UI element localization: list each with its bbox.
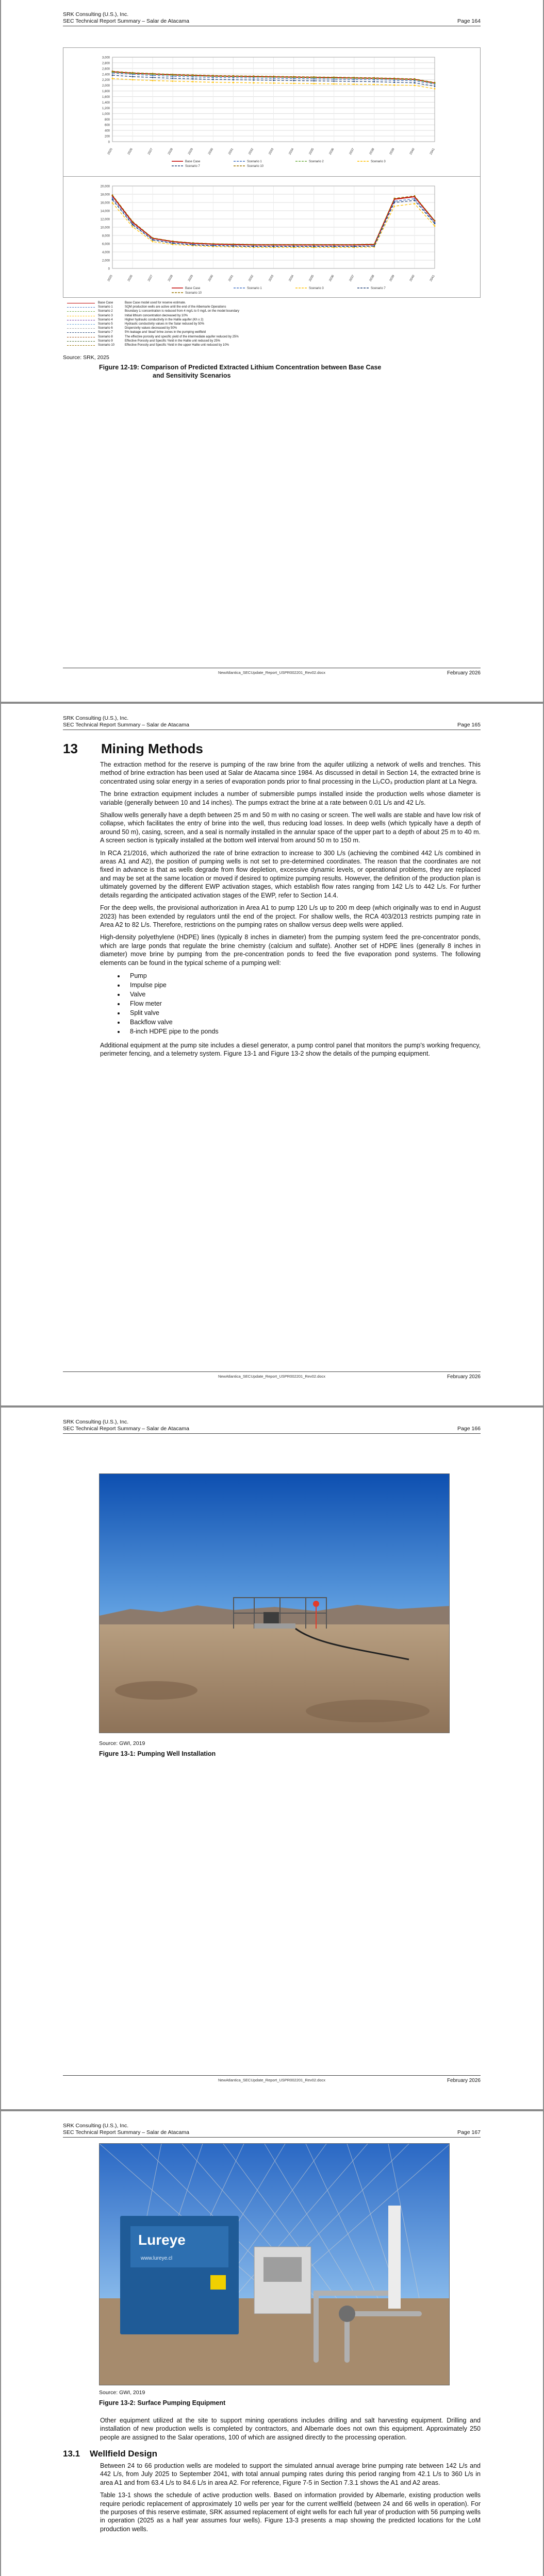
y-tick-label: 2,000 [102, 84, 110, 88]
data-point [414, 203, 416, 205]
data-point [414, 82, 416, 83]
section-heading [63, 741, 203, 757]
legend-scenario-desc: Initial lithium concentration decreased by 10% [125, 314, 188, 317]
legend-label: Scenario 3 [371, 160, 386, 163]
data-point [253, 246, 254, 247]
data-point [434, 82, 436, 83]
data-point [293, 80, 294, 81]
data-point [233, 79, 234, 80]
legend-scenario-desc: Boundary Li concentration is reduced from 4 mg/L to 0 mg/L on the model boundary [125, 310, 240, 313]
data-point [373, 77, 375, 79]
legend-row [67, 339, 481, 343]
data-point [253, 75, 254, 77]
paragraph: In RCA 21/2016, which authorized the rate of brine extraction to increase to 300 L/s (achieving the combined 442 L/s combined in areas A1 and A2), the position of pumping wells is not set to pre-determined coordinates. The reason that the coordinates are not fixed in advance is that as wells degrade from flow depletion, excessive dynamic levels, or operational problems, they are replaced and may be set at the same location or moved if desired to optimize pumping results. However, the definition of the production plan is ultimately governed by the different EWP activation stages, which establish flow rates ranging from 142 L/s to 442 L/s. For further details regarding the anticipated activation stages of the EWP, refer to Section 14.4. [100, 849, 481, 899]
legend-label: Scenario 3 [309, 287, 324, 290]
legend-label: Scenario 10 [185, 292, 202, 295]
x-tick-label: 2040 [409, 275, 416, 282]
legend-scenario-name: Scenario 9 [98, 339, 113, 343]
data-point [313, 76, 315, 78]
data-point [132, 221, 134, 222]
x-tick-label: 2034 [288, 148, 295, 156]
data-point [273, 82, 274, 84]
legend-scenario-name: Scenario 4 [98, 318, 113, 321]
x-tick-label: 2027 [147, 148, 154, 156]
paragraph: Between 24 to 66 production wells are modeled to support the simulated annual average brine pumping rate between 142 L/s and 442 L/s, from July 2025 to September 2041, with total annual pumping rates during this period ranging from 42.1 L/s to 360 L/s in area A1 and from 63.4 L/s to 84.6 L/s in area A2. For reference, Figure 7-5 in Section 7.3.1 shows the A1 and A2 areas. [100, 2462, 481, 2486]
data-point [293, 246, 294, 247]
legend-scenario-name: Scenario 1 [98, 306, 113, 309]
legend-row [67, 330, 481, 334]
x-tick-label: 2031 [228, 148, 235, 156]
page-164 [1, 0, 543, 702]
legend-label: Base Case [185, 287, 201, 290]
company-name: SRK Consulting (U.S.), Inc. [63, 11, 129, 18]
legend-scenario-desc: The effective porosity and specific yield of the intermediate aquifer reduced by 25% [125, 335, 239, 338]
legend-row [67, 326, 481, 330]
page-167 [1, 2111, 543, 2576]
report-title: SEC Technical Report Summary – Salar de Atacama [63, 2129, 189, 2136]
data-point [393, 81, 395, 83]
x-tick-label: 2040 [409, 148, 416, 156]
legend-label: Base Case [185, 160, 201, 163]
list-item: • Impulse pipe [125, 980, 481, 990]
x-tick-label: 2025 [107, 275, 113, 282]
legend-scenario-name: Scenario 2 [98, 310, 113, 313]
legend-scenario-name: Scenario 3 [98, 314, 113, 317]
x-tick-label: 2029 [188, 148, 194, 156]
x-tick-label: 2031 [228, 275, 235, 282]
footer-date: February 2026 [447, 1374, 481, 1380]
legend-row [67, 318, 481, 322]
data-point [414, 84, 416, 86]
legend-line-swatch [67, 330, 98, 334]
x-tick-label: 2029 [188, 275, 194, 282]
data-point [293, 244, 294, 245]
data-point [172, 241, 174, 242]
figure-caption: Figure 13-2: Surface Pumping Equipment [99, 2399, 226, 2406]
data-point [434, 86, 436, 87]
data-point [333, 80, 335, 82]
page-header [63, 715, 481, 728]
y-tick-label: 2,600 [102, 67, 110, 71]
legend-scenario-desc: Higher hydraulic conductivity in the Halite aquifer (Kh x 2) [125, 318, 204, 321]
data-point [414, 200, 416, 201]
figure-caption [99, 363, 460, 380]
x-tick-label: 2038 [369, 275, 375, 282]
section-title: Mining Methods [101, 741, 203, 756]
data-point [253, 82, 254, 83]
data-point [313, 83, 315, 84]
mass-chart [63, 177, 480, 300]
data-point [293, 82, 294, 84]
data-point [273, 244, 274, 245]
legend-scenario-desc: Dispersivity values decreased by 50% [125, 327, 177, 330]
data-point [353, 83, 355, 85]
section-number: 13 [63, 741, 78, 756]
legend-row [67, 309, 481, 313]
figure-caption: Figure 13-1: Pumping Well Installation [99, 1750, 216, 1757]
legend-line-swatch [67, 314, 98, 318]
page-header [63, 11, 481, 25]
data-point [172, 243, 174, 244]
data-point [253, 79, 254, 81]
figure-source: Source: SRK, 2025 [63, 354, 109, 361]
data-point [393, 202, 395, 204]
list-item: • Valve [125, 990, 481, 999]
y-tick-label: 10,000 [100, 226, 110, 230]
figure-source: Source: GWI, 2019 [99, 2389, 145, 2396]
data-point [152, 239, 154, 241]
y-tick-label: 800 [104, 118, 110, 122]
data-point [192, 74, 194, 76]
data-point [152, 80, 154, 81]
data-point [233, 245, 234, 247]
data-point [353, 244, 355, 245]
data-point [233, 243, 234, 245]
lureye-url-text: www.lureye.cl [141, 2256, 173, 2261]
data-point [172, 78, 174, 79]
data-point [393, 198, 395, 199]
data-point [393, 200, 395, 202]
data-point [313, 80, 315, 82]
y-tick-label: 200 [104, 135, 110, 139]
data-point [414, 198, 416, 199]
y-tick-label: 2,200 [102, 79, 110, 82]
data-point [373, 243, 375, 245]
surface-equipment-photo [99, 2143, 450, 2385]
x-tick-label: 2036 [328, 148, 335, 156]
page-footer [63, 668, 481, 675]
legend-scenario-name: Base Case [98, 301, 113, 304]
subsection-number: 13.1 [63, 2449, 80, 2459]
legend-line-swatch [67, 335, 98, 339]
x-tick-label: 2026 [127, 275, 134, 282]
report-title: SEC Technical Report Summary – Salar de Atacama [63, 18, 189, 24]
y-tick-label: 6,000 [102, 243, 110, 246]
legend-row [67, 314, 481, 318]
paragraph: Table 13-1 shows the schedule of active production wells. Based on information provided by Albemarle, existing production wells require periodic replacement of approximately 10 wells per year for the current wellfield (between 24 and 66 wells in operation). For the purposes of this reserve estimate, SRK assumed replacement of eight wells for each full year of production with 56 pumping wells in operation (2025 as a half year assumes four wells). Figure 13-3 presents a map showing the predicted locations for the LoM production wells. [100, 2492, 481, 2533]
data-point [132, 226, 134, 228]
paragraph: Shallow wells generally have a depth between 25 m and 50 m with no casing or screen. The well walls are stable and have low risk of collapse, which facilitates the entry of brine into the well, thus reducing load losses. In deep wells (which typically have a depth of around 50 m), casing, screen, and a seal is normally installed in the annular space of the upper part to a depth of about 25 m to 40 m. A screen section is typically installed at the bottom well interval from around 50 m to 150 m. [100, 811, 481, 844]
data-point [393, 78, 395, 79]
x-tick-label: 2041 [429, 275, 436, 282]
company-name: SRK Consulting (U.S.), Inc. [63, 2123, 129, 2129]
header-divider [63, 1433, 481, 1434]
x-tick-label: 2033 [268, 148, 275, 156]
y-tick-label: 400 [104, 129, 110, 133]
y-tick-label: 1,200 [102, 107, 110, 110]
report-title: SEC Technical Report Summary – Salar de Atacama [63, 1426, 189, 1432]
page-number: Page 167 [457, 2129, 481, 2136]
data-point [192, 242, 194, 244]
data-point [212, 245, 214, 247]
data-point [313, 244, 315, 245]
data-point [373, 84, 375, 86]
data-point [393, 84, 395, 86]
legend-scenario-desc: Effective Porosity and Specific Yield in the Halite unit reduced by 25% [125, 339, 220, 343]
paragraph: For the deep wells, the provisional authorization in Area A1 to pump 120 L/s up to 200 m deep (which originally was to end in August 2023) has been extended by regulators until the end of the project. For shallow wells, the RCA 403/2013 restricts pumping rate in Area A2 to 82 L/s. Therefore, restrictions on the pumping rates on shallow versus deep wells were applied. [100, 904, 481, 928]
company-name: SRK Consulting (U.S.), Inc. [63, 1419, 129, 1425]
subsection-body [100, 2462, 481, 2537]
paragraph: The extraction method for the reserve is pumping of the raw brine from the aquifer utilizing a network of wells and trenches. This method of brine extraction has been used at Salar de Atacama since 1984. As discussed in detail in Section 14, the extracted brine is concentrated using solar energy in a series of evaporation ponds prior to final processing in the Li₂CO₃ production plant at La Negra. [100, 761, 481, 785]
x-tick-label: 2036 [328, 275, 335, 282]
y-tick-label: 8,000 [102, 234, 110, 238]
page-header [63, 2123, 481, 2136]
data-point [112, 78, 113, 79]
data-point [172, 80, 174, 82]
data-point [112, 199, 113, 200]
paragraph: The brine extraction equipment includes a number of submersible pumps installed inside the production wells whose diameter is variable (generally between 10 and 14 inches). The pumps extract the brine at a rate between 0.01 L/s and 42 L/s. [100, 790, 481, 806]
data-point [172, 244, 174, 245]
legend-line-swatch [67, 326, 98, 330]
paragraph: Other equipment utilized at the site to support mining operations includes drilling and salt harvesting equipment. Drilling and installation of new production wells is completed by contractors, and Albemarle does not own this equipment. Approximately 250 people are assigned to the Salar operations, 100 of which are assigned directly to the processing operation. [100, 2417, 481, 2441]
legend-label: Scenario 1 [247, 160, 262, 163]
data-point [132, 72, 134, 74]
data-point [152, 241, 154, 243]
data-point [152, 237, 154, 239]
x-tick-label: 2025 [107, 148, 113, 156]
data-point [333, 246, 335, 247]
list-item: • 8-inch HDPE pipe to the ponds [125, 1027, 481, 1036]
data-point [212, 243, 214, 245]
data-point [273, 79, 274, 81]
legend-row [67, 343, 481, 347]
lithium-concentration-chart-frame [63, 47, 481, 298]
paragraph: High-density polyethylene (HDPE) lines (typically 8 inches in diameter) from the pumping system feed the pre-concentrator ponds, which are large ponds that regulate the brine chemistry (calcium and sulfate). Another set of HDPE lines (generally 8 inches in diameter) move brine by pumping from the pre-concentration ponds to feed the five evaporation pond systems. The following elements can be found in the typical scheme of a pumping well: [100, 934, 481, 967]
legend-line-swatch [67, 339, 98, 343]
data-point [373, 81, 375, 82]
data-point [333, 244, 335, 245]
data-point [434, 223, 436, 224]
legend-scenario-desc: SQM production wells are active until the end of the Albemarle Operations [125, 306, 226, 309]
data-point [152, 77, 154, 78]
data-point [112, 194, 113, 196]
y-tick-label: 1,600 [102, 96, 110, 99]
footer-date: February 2026 [447, 670, 481, 676]
x-tick-label: 2032 [248, 275, 255, 282]
data-point [233, 75, 234, 77]
subsection-heading [63, 2449, 157, 2459]
data-point [172, 74, 174, 75]
y-tick-label: 2,000 [102, 259, 110, 263]
page-header [63, 1419, 481, 1432]
legend-line-swatch [67, 305, 98, 309]
x-tick-label: 2035 [308, 275, 315, 282]
data-point [132, 79, 134, 80]
data-point [393, 206, 395, 207]
data-point [313, 246, 315, 247]
footer-filename: NewAtlantica_SECUpdate_Report_USPR002201_Rev02.docx [218, 670, 326, 675]
company-name: SRK Consulting (U.S.), Inc. [63, 715, 129, 721]
y-tick-label: 600 [104, 124, 110, 127]
data-point [112, 71, 113, 72]
data-point [273, 246, 274, 247]
footer-filename: NewAtlantica_SECUpdate_Report_USPR002201_Rev02.docx [218, 2078, 326, 2082]
legend-label: Scenario 7 [185, 165, 200, 168]
x-tick-label: 2037 [349, 148, 355, 156]
data-point [353, 77, 355, 78]
data-point [333, 83, 335, 85]
list-item: • Pump [125, 971, 481, 980]
x-tick-label: 2030 [208, 275, 215, 282]
section-body [100, 760, 481, 1062]
data-point [233, 82, 234, 83]
data-point [373, 245, 375, 247]
data-point [333, 76, 335, 78]
y-tick-label: 20,000 [100, 185, 110, 189]
legend-scenario-name: Scenario 5 [98, 323, 113, 326]
legend-label: Scenario 2 [309, 160, 324, 163]
x-tick-label: 2032 [248, 148, 255, 156]
concentration-chart [63, 48, 480, 174]
x-tick-label: 2037 [349, 275, 355, 282]
x-tick-label: 2035 [308, 148, 315, 156]
y-tick-label: 1,800 [102, 90, 110, 94]
data-point [152, 73, 154, 74]
pumping-well-image [100, 1474, 450, 1733]
data-point [112, 197, 113, 199]
legend-line-swatch [67, 318, 98, 322]
page-166 [1, 1408, 543, 2109]
legend-line-swatch [67, 322, 98, 326]
legend-label: Scenario 7 [371, 287, 386, 290]
data-point [212, 81, 214, 83]
legend-scenario-name: Scenario 6 [98, 327, 113, 330]
page-number: Page 166 [457, 1426, 481, 1432]
page-footer [63, 1371, 481, 1379]
y-tick-label: 0 [108, 141, 110, 144]
data-point [434, 220, 436, 222]
legend-scenario-desc: 5% leakage and 'dead' brine zones in the pumping wellfield [125, 331, 206, 334]
page-number: Page 164 [457, 18, 481, 24]
x-tick-label: 2033 [268, 275, 275, 282]
surface-equipment-image [100, 2144, 450, 2385]
report-title: SEC Technical Report Summary – Salar de Atacama [63, 722, 189, 728]
x-tick-label: 2028 [168, 148, 174, 156]
lureye-logo-text: Lureye [138, 2232, 186, 2248]
legend-row [67, 301, 481, 305]
legend-scenario-desc: Base Case model used for reserve estimate. [125, 301, 186, 304]
data-point [434, 88, 436, 90]
data-point [112, 202, 113, 204]
legend-row [67, 322, 481, 326]
x-tick-label: 2028 [168, 275, 174, 282]
data-point [353, 81, 355, 82]
y-tick-label: 12,000 [100, 218, 110, 222]
legend-scenario-desc: Effective Porosity and Specific Yield in the upper Halite unit reduced by 10% [125, 344, 229, 347]
data-point [293, 76, 294, 77]
x-tick-label: 2038 [369, 148, 375, 156]
legend-row [67, 305, 481, 309]
y-tick-label: 14,000 [100, 210, 110, 213]
data-point [353, 246, 355, 247]
y-tick-label: 3,000 [102, 56, 110, 60]
subsection-title: Wellfield Design [90, 2449, 157, 2459]
pumping-well-photo [99, 1473, 450, 1733]
x-tick-label: 2039 [389, 275, 395, 282]
y-tick-label: 2,800 [102, 62, 110, 65]
y-tick-label: 1,000 [102, 112, 110, 116]
scenario-legend [63, 299, 481, 350]
caption-line-1: Figure 12-19: Comparison of Predicted Extracted Lithium Concentration between Base Case [99, 364, 382, 371]
list-item: • Split valve [125, 1008, 481, 1018]
caption-line-2: and Sensitivity Scenarios [153, 372, 231, 379]
legend-label: Scenario 1 [247, 287, 262, 290]
page-number: Page 165 [457, 722, 481, 728]
data-point [414, 78, 416, 80]
data-point [273, 76, 274, 77]
data-point [112, 75, 113, 76]
figure-source: Source: GWI, 2019 [99, 1740, 145, 1747]
legend-scenario-name: Scenario 7 [98, 331, 113, 334]
legend-scenario-desc: Hydraulic conductivity values in the Salar reduced by 50% [125, 323, 205, 326]
legend-line-swatch [67, 301, 98, 305]
header-divider [63, 2137, 481, 2138]
data-point [414, 195, 416, 197]
data-point [192, 81, 194, 82]
legend-label: Scenario 10 [247, 165, 264, 168]
x-tick-label: 2039 [389, 148, 395, 156]
legend-scenario-name: Scenario 8 [98, 335, 113, 338]
legend-line-swatch [67, 343, 98, 347]
x-tick-label: 2027 [147, 275, 154, 282]
footer-filename: NewAtlantica_SECUpdate_Report_USPR002201_Rev02.docx [218, 1374, 326, 1379]
x-tick-label: 2030 [208, 148, 215, 156]
list-item: • Flow meter [125, 999, 481, 1008]
page-165 [1, 704, 543, 1405]
y-tick-label: 0 [108, 267, 110, 271]
legend-scenario-name: Scenario 10 [98, 344, 115, 347]
x-tick-label: 2041 [429, 148, 436, 156]
data-point [192, 244, 194, 246]
data-point [212, 79, 214, 80]
pumping-elements-list [125, 971, 481, 1036]
x-tick-label: 2026 [127, 148, 134, 156]
legend-line-swatch [67, 309, 98, 313]
y-tick-label: 16,000 [100, 201, 110, 205]
data-point [132, 76, 134, 77]
page-body [100, 2416, 481, 2446]
list-item: • Backflow valve [125, 1018, 481, 1027]
y-tick-label: 1,400 [102, 101, 110, 105]
data-point [434, 225, 436, 227]
data-point [132, 224, 134, 226]
footer-date: February 2026 [447, 2078, 481, 2083]
x-tick-label: 2034 [288, 275, 295, 282]
data-point [212, 75, 214, 76]
legend-row [67, 335, 481, 339]
paragraph: Additional equipment at the pump site includes a diesel generator, a pump control panel that monitors the pump's working frequency, perimeter fencing, and a telemetry system. Figure 13-1 and Figure 13-2 show the details of the pumping equipment. [100, 1041, 481, 1058]
data-point [192, 78, 194, 80]
y-tick-label: 2,400 [102, 73, 110, 77]
y-tick-label: 4,000 [102, 251, 110, 255]
y-tick-label: 18,000 [100, 193, 110, 197]
page-footer [63, 2075, 481, 2082]
data-point [253, 244, 254, 245]
